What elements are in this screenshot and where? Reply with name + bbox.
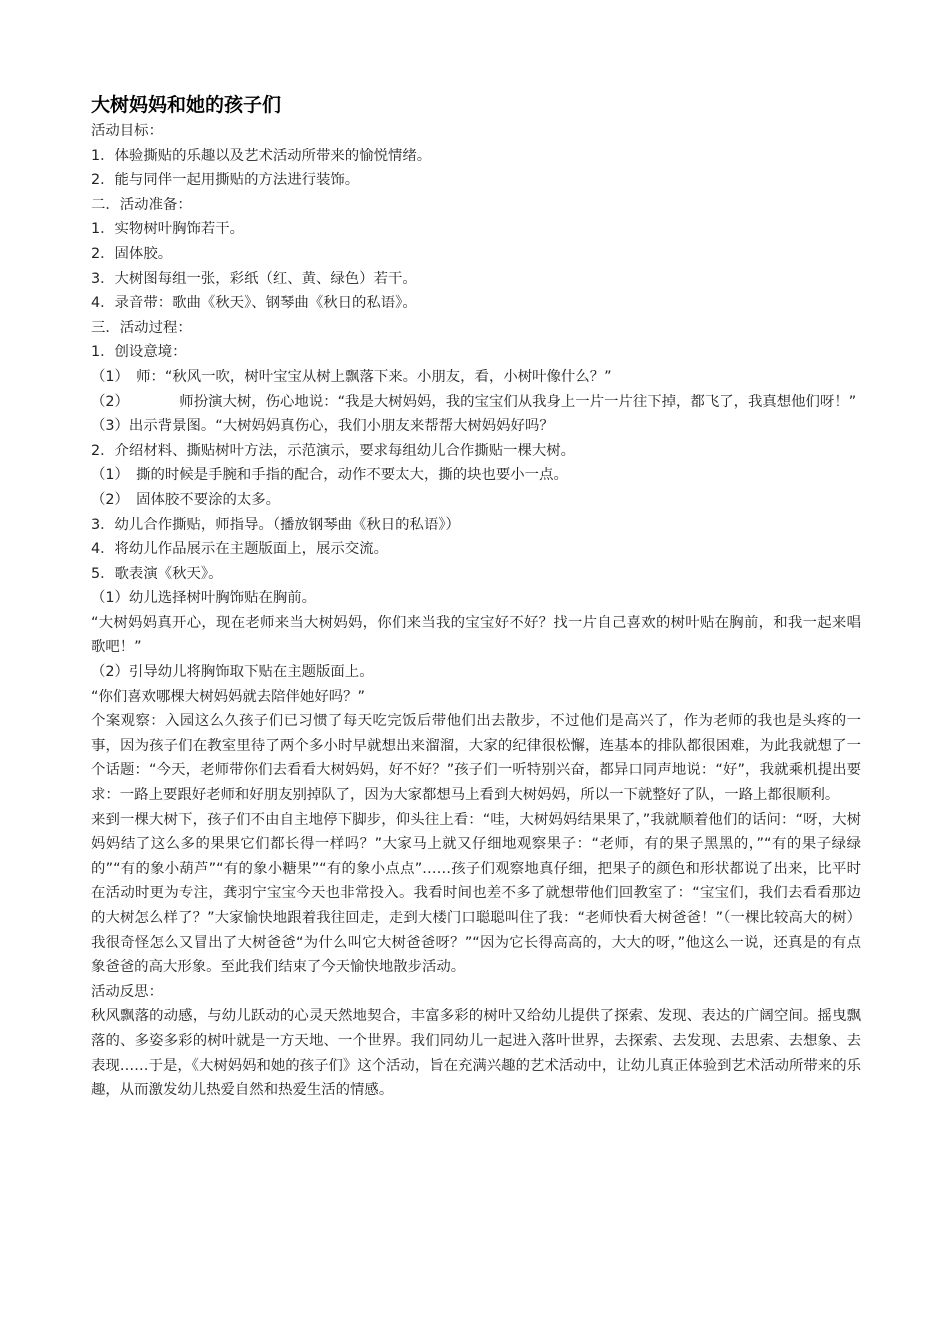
preparation-item-4: 4．录音带：歌曲《秋天》、钢琴曲《秋日的私语》。 bbox=[91, 295, 417, 312]
document-body bbox=[91, 119, 861, 1103]
preparation-item-2: 2．固体胶。 bbox=[91, 245, 173, 262]
process-step-2-sub-1: （1） 撕的时候是手腕和手指的配合，动作不要太大，撕的块也要小一点。 bbox=[91, 467, 568, 484]
process-step-1-sub-3: （3）出示背景图。“大树妈妈真伤心，我们小朋友来帮帮大树妈妈好吗？ bbox=[91, 418, 554, 435]
process-step-1: 1．创设意境： bbox=[91, 344, 187, 361]
process-step-4: 4．将幼儿作品展示在主题版面上，展示交流。 bbox=[91, 541, 388, 558]
process-step-5: 5．歌表演《秋天》。 bbox=[91, 565, 223, 582]
document-page bbox=[91, 92, 861, 1103]
section-goals-heading: 活动目标： bbox=[91, 123, 163, 139]
process-step-5-quote-2: “你们喜欢哪棵大树妈妈就去陪伴她好吗？” bbox=[91, 688, 365, 705]
process-step-5-sub-1: （1）幼儿选择树叶胸饰贴在胸前。 bbox=[91, 590, 317, 607]
reflection-paragraph: 秋风飘落的动感，与幼儿跃动的心灵天然地契合，丰富多彩的树叶又给幼儿提供了探索、发现、表达的广阔空间。摇曳飘落的、多姿多彩的树叶就是一方天地、一个世界。我们同幼儿一起进入落叶世界，去探索、去发现、去思索、去想象、去表现……于是，《大树妈妈和她的孩子们》这个活动，旨在充满兴趣的艺术活动中，让幼儿真正体验到艺术活动所带来的乐趣，从而激发幼儿热爱自然和热爱生活的情感。 bbox=[91, 1008, 861, 1099]
goal-item-1: 1．体验撕贴的乐趣以及艺术活动所带来的愉悦情绪。 bbox=[91, 147, 432, 164]
case-observation-paragraph-2: 来到一棵大树下，孩子们不由自主地停下脚步，仰头往上看：“哇，大树妈妈结果果了，”我就顺着他们的话问：“呀，大树妈妈结了这么多的果果它们都长得一样吗？”大家马上就又仔细地观察果子：“老师，有的果子黑黑的，”“有的果子绿绿的”“有的象小葫芦”“有的象小糖果”“有的象小点点”……孩子们观察地真仔细，把果子的颜色和形状都说了出来，比平时在活动时更为专注，龚羽宁宝宝今天也非常投入。我看时间也差不多了就想带他们回教室了：“宝宝们，我们去看看那边的大树怎么样了？”大家愉快地跟着我往回走，走到大楼门口聪聪叫住了我：“老师快看大树爸爸！”（一棵比较高大的树）我很奇怪怎么又冒出了大树爸爸“为什么叫它大树爸爸呀？”“因为它长得高高的，大大的呀，”他这么一说，还真是的有点象爸爸的高大形象。至此我们结束了今天愉快地散步活动。 bbox=[91, 811, 861, 976]
section-preparation-heading: 二．活动准备： bbox=[91, 196, 192, 213]
goal-item-2: 2．能与同伴一起用撕贴的方法进行装饰。 bbox=[91, 172, 360, 189]
case-observation-paragraph-1: 个案观察：入园这么久孩子们已习惯了每天吃完饭后带他们出去散步，不过他们是高兴了，作为老师的我也是头疼的一事，因为孩子们在教室里待了两个多小时早就想出来溜溜，大家的纪律很松懈，连基本的排队都很困难，为此我就想了一个话题：“今天，老师带你们去看看大树妈妈，好不好？”孩子们一听特别兴奋，都异口同声地说：“好”，我就乘机提出要求：一路上要跟好老师和好朋友别掉队了，因为大家都想马上看到大树妈妈，所以一下就整好了队，一路上都很顺利。 bbox=[91, 713, 861, 804]
section-process-heading: 三．活动过程： bbox=[91, 319, 192, 336]
process-step-5-sub-2: （2）引导幼儿将胸饰取下贴在主题版面上。 bbox=[91, 664, 374, 681]
process-step-5-quote-1: “大树妈妈真开心，现在老师来当大树妈妈，你们来当我的宝宝好不好？找一片自己喜欢的树叶贴在胸前，和我一起来唱歌吧！” bbox=[91, 614, 861, 656]
preparation-item-3: 3．大树图每组一张，彩纸（红、黄、绿色）若干。 bbox=[91, 270, 417, 287]
preparation-item-1: 1．实物树叶胸饰若干。 bbox=[91, 221, 245, 238]
process-step-2: 2．介绍材料、撕贴树叶方法，示范演示，要求每组幼儿合作撕贴一棵大树。 bbox=[91, 442, 576, 459]
process-step-1-sub-1: （1） 师：“秋风一吹，树叶宝宝从树上飘落下来。小朋友，看，小树叶像什么？” bbox=[91, 368, 612, 385]
document-title: 大树妈妈和她的孩子们 bbox=[91, 94, 282, 116]
section-reflection-heading: 活动反思： bbox=[91, 983, 163, 1000]
process-step-1-sub-2: （2） 师扮演大树，伤心地说：“我是大树妈妈，我的宝宝们从我身上一片一片往下掉，都飞了，我真想他们呀！” bbox=[91, 393, 857, 410]
process-step-3: 3．幼儿合作撕贴，师指导。（播放钢琴曲《秋日的私语》） bbox=[91, 516, 460, 533]
process-step-2-sub-2: （2） 固体胶不要涂的太多。 bbox=[91, 491, 281, 508]
